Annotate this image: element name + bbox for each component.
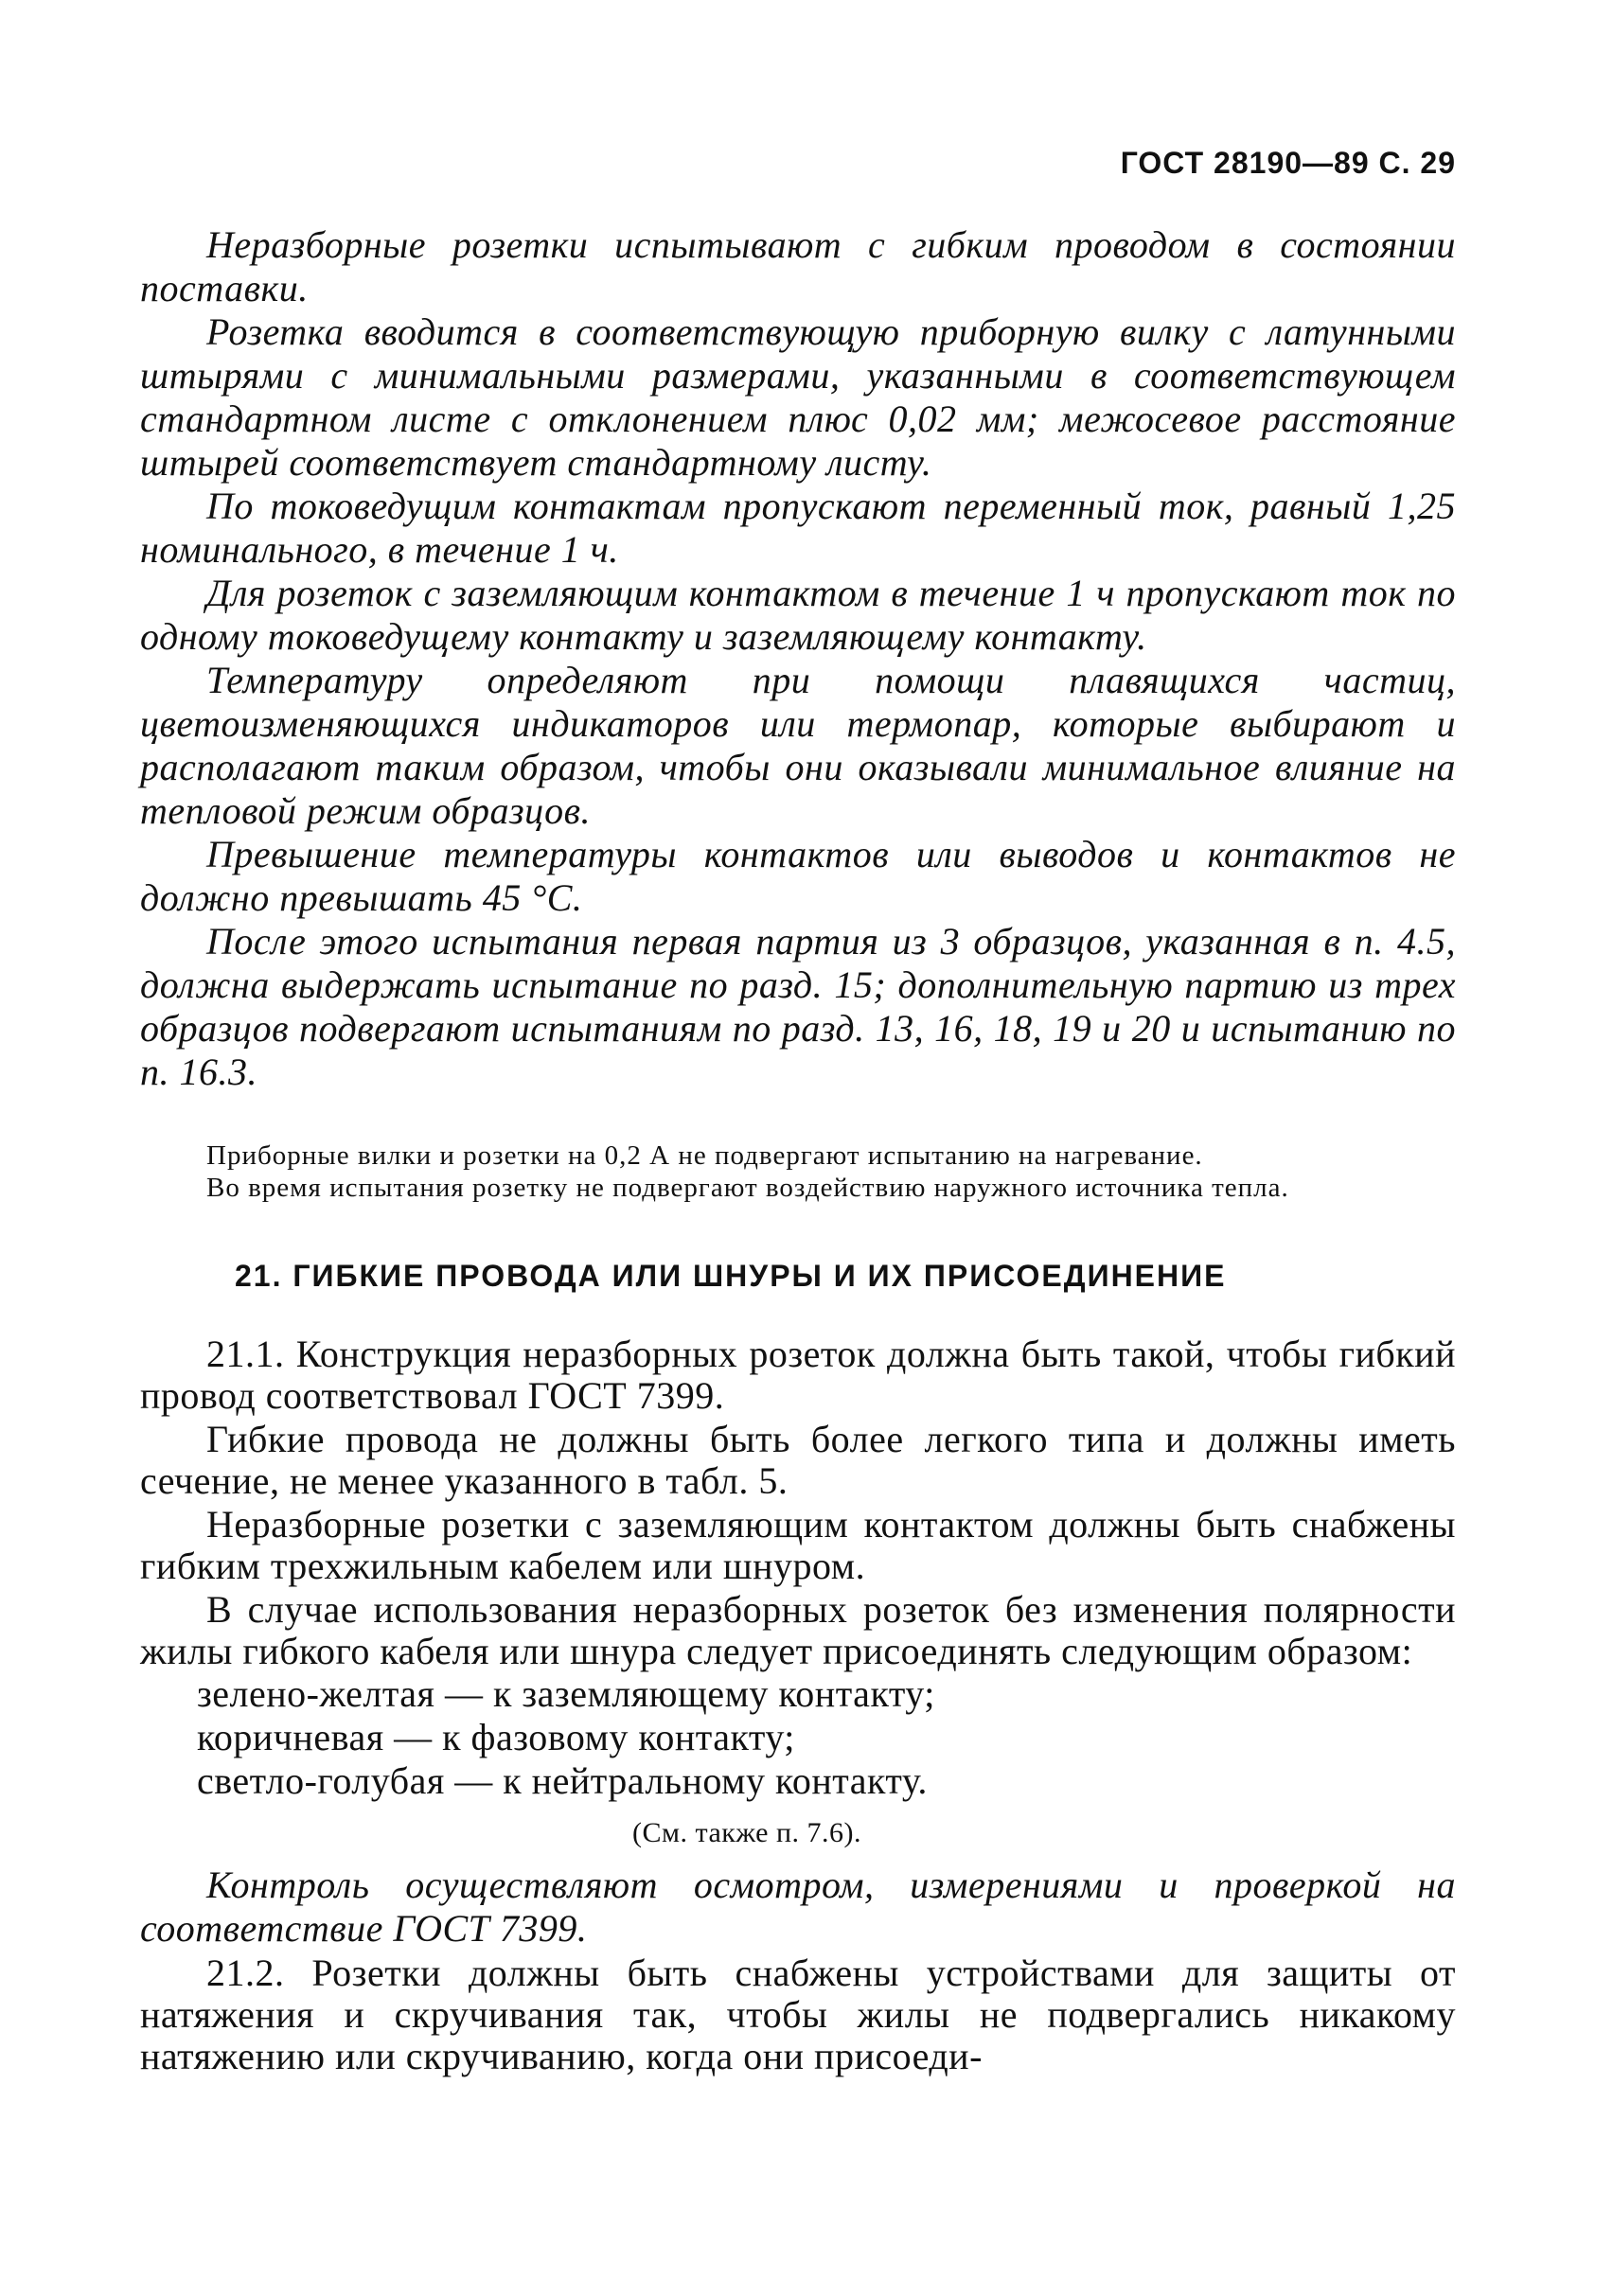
italic-paragraph: Для розеток с заземляющим контактом в течение 1 ч пропускают ток по одному токоведущему контакту и заземляющему контакту. bbox=[140, 572, 1456, 658]
body-paragraph: 21.2. Розетки должны быть снабжены устройствами для защиты от натяжения и скручивания так, чтобы жилы не подвергались никакому натяжению или скручиванию, когда они присоеди- bbox=[140, 1952, 1456, 2077]
body-paragraph: Неразборные розетки с заземляющим контактом должны быть снабжены гибким трехжильным кабелем или шнуром. bbox=[140, 1503, 1456, 1587]
notes-block bbox=[140, 1139, 1456, 1204]
running-header: ГОСТ 28190—89 С. 29 bbox=[1120, 146, 1456, 180]
body-paragraph: В случае использования неразборных розеток без изменения полярности жилы гибкого кабеля или шнура следует присоединять следующим образом: bbox=[140, 1588, 1456, 1672]
see-also-reference: (См. также п. 7.6). bbox=[632, 1817, 862, 1848]
note-paragraph: Приборные вилки и розетки на 0,2 А не подвергают испытанию на нагревание. bbox=[206, 1140, 1203, 1171]
control-paragraph: Контроль осуществляют осмотром, измерениями и проверкой на соответствие ГОСТ 7399. bbox=[140, 1863, 1456, 1950]
body-paragraph: 21.1. Конструкция неразборных розеток должна быть такой, чтобы гибкий провод соответствовал ГОСТ 7399. bbox=[140, 1333, 1456, 1417]
wire-list-item: коричневая — к фазовому контакту; bbox=[197, 1716, 795, 1758]
section-heading: 21. ГИБКИЕ ПРОВОДА ИЛИ ШНУРЫ И ИХ ПРИСОЕДИНЕНИЕ bbox=[235, 1259, 1227, 1293]
page-content bbox=[140, 223, 1456, 2077]
italic-paragraph: По токоведущим контактам пропускают переменный ток, равный 1,25 номинального, в течение 1 ч. bbox=[140, 485, 1456, 571]
italic-paragraph: Температуру определяют при помощи плавящихся частиц, цветоизменяющихся индикаторов или термопар, которые выбирают и располагают таким образом, чтобы они оказывали минимальное влияние на тепловой режим образцов. bbox=[140, 659, 1456, 832]
italic-paragraph: После этого испытания первая партия из 3 образцов, указанная в п. 4.5, должна выдержать испытание по разд. 15; дополнительную партию из трех образцов подвергают испытаниям по разд. 13, 16, 18, 19 и 20 и испытанию по п. 16.3. bbox=[140, 920, 1456, 1093]
body-paragraph: Гибкие провода не должны быть более легкого типа и должны иметь сечение, не менее указанного в табл. 5. bbox=[140, 1418, 1456, 1502]
italic-paragraph: Розетка вводится в соответствующую приборную вилку с латунными штырями с минимальными размерами, указанными в соответствующем стандартном листе с отклонением плюс 0,02 мм; межосевое расстояние штырей соответствует стандартному листу. bbox=[140, 310, 1456, 484]
wire-list-item: зелено-желтая — к заземляющему контакту; bbox=[197, 1672, 935, 1715]
italic-paragraph: Неразборные розетки испытывают с гибким проводом в состоянии поставки. bbox=[140, 223, 1456, 309]
italic-paragraph: Превышение температуры контактов или выводов и контактов не должно превышать 45 °С. bbox=[140, 833, 1456, 919]
note-paragraph: Во время испытания розетку не подвергают воздействию наружного источника тепла. bbox=[206, 1173, 1289, 1203]
wire-list-item: светло-голубая — к нейтральному контакту. bbox=[197, 1759, 928, 1802]
